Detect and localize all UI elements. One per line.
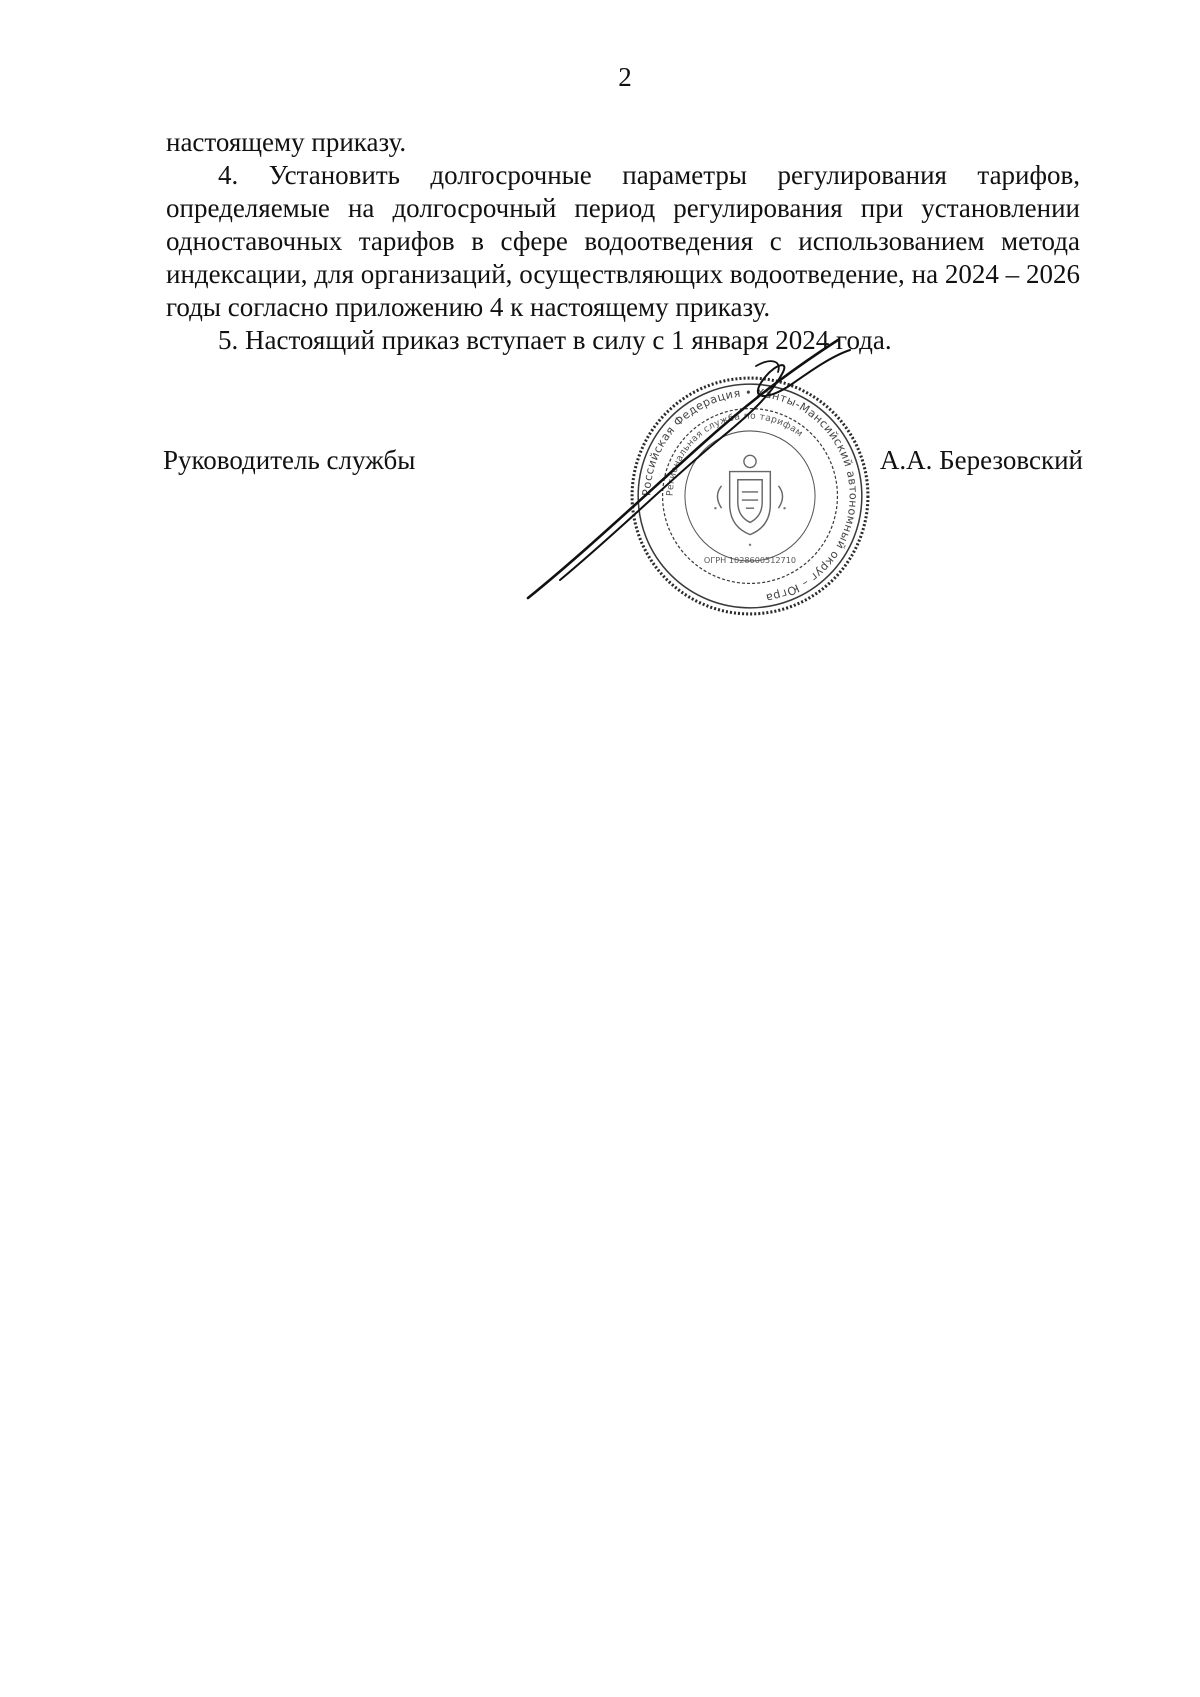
signer-position: Руководитель службы: [163, 445, 416, 475]
stamp-codes: ОГРН 1028600512710: [703, 555, 797, 566]
signer-name: А.А. Березовский: [879, 445, 1083, 475]
paragraph-continuation: настоящему приказу.: [166, 127, 407, 157]
stamp-inner-text: Региональная служба по тарифам: [665, 411, 805, 497]
signature-block: [163, 444, 1083, 484]
stamp-outer-text: Российская Федерация • Ханты-Мансийский автономный округ – Югра: [640, 386, 860, 605]
paragraph-4: 4. Установить долгосрочные параметры регулирования тарифов, определяемые на долгосрочный период регулирования при установлении одноставочных тарифов в сфере водоотведения с использованием метода индексации, для организаций, осуществляющих водоотведение, на 2024 – 2026 годы согласно приложению 4 к настоящему приказу.: [166, 160, 1080, 322]
document-body: [166, 126, 1080, 357]
paragraph-5: 5. Настоящий приказ вступает в силу с 1 января 2024 года.: [218, 325, 892, 355]
page-number: 2: [618, 62, 632, 92]
